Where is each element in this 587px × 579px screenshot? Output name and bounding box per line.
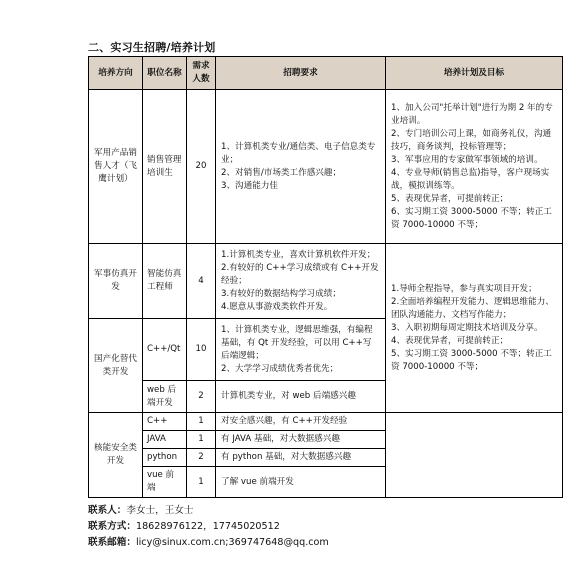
requirement-line: 2、大学学习成绩优秀者优先； [221,363,339,374]
contact-person-label: 联系人： [88,505,127,516]
requirement-line: 了解 vue 前端开发 [221,476,294,487]
position-cell: 销售管理培训生 [143,90,187,244]
requirements-cell [216,413,386,431]
plan-line: 2、专门培训公司上课，如商务礼仪，沟通技巧，商务谈判，投标管理等； [391,128,552,152]
plan-line: 1.导师全程指导，参与真实项目开发； [391,283,537,294]
header-direction: 培养方向 [89,57,143,90]
plan-line: 1、加入公司"托举计划"进行为期 2 年的专业培训。 [391,102,553,126]
direction-cell: 核能安全类开发 [89,413,143,498]
position-cell: C++/Qt [143,319,187,381]
plan-line: 5、表现优异者，可提前转正； [391,193,509,204]
requirement-line: 2、对销售/市场类工作感兴趣； [221,167,342,178]
plan-line: 2.全面培养编程开发能力、逻辑思维能力、团队沟通能力、文档写作能力； [391,296,554,320]
count-cell: 10 [187,319,216,381]
table-header-row [89,57,563,90]
contact-person [88,504,194,517]
count-cell: 20 [187,90,216,244]
requirements-cell [216,467,386,498]
contact-phone-value: 18628976122，17745020512 [135,521,280,532]
plan-cell-empty [386,413,563,498]
header-position: 职位名称 [143,57,187,90]
requirements-cell [216,449,386,467]
requirements-cell [216,319,386,381]
requirement-line: 有 JAVA 基础，对大数据感兴趣 [221,434,340,444]
count-cell: 1 [187,467,216,498]
requirement-line: 1、计算机类专业/通信类、电子信息类专业； [221,141,376,165]
header-requirements: 招聘要求 [216,57,386,90]
plan-line: 4、表现优异者，可提前转正； [391,335,509,346]
requirement-line: 有 python 基础，对大数据感兴趣 [221,452,352,462]
contact-person-value: 李女士，王女士 [126,505,194,516]
requirement-line: 计算机类专业，对 web 后端感兴趣 [221,391,356,401]
contact-phone [88,520,280,533]
position-cell: C++ [143,413,187,431]
contact-phone-label: 联系方式： [88,521,136,532]
contact-email-value[interactable]: licy@sinux.com.cn;369747648@qq.com [135,537,329,548]
recruitment-table [88,56,563,498]
count-cell: 1 [187,413,216,431]
table-row [89,244,563,319]
requirement-line: 3、沟通能力佳 [221,180,279,191]
contact-email [88,536,329,549]
count-cell: 2 [187,449,216,467]
count-cell: 1 [187,431,216,449]
plan-line: 5、实习期工资 3000-5000 不等；转正工资 7000-10000 不等； [391,348,552,372]
position-cell: JAVA [143,431,187,449]
requirements-cell [216,431,386,449]
table-row [89,90,563,244]
section-title: 二、实习生招聘/培养计划 [88,41,216,54]
position-cell: web 后端开发 [143,381,187,413]
plan-line: 3、入职初期每周定期技术培训及分享。 [391,322,543,333]
plan-cell [386,244,563,413]
requirement-line: 4.愿意从事游戏类软件开发。 [221,301,333,312]
count-cell: 4 [187,244,216,319]
requirement-line: 对安全感兴趣，有 C++开发经验 [221,416,348,426]
direction-cell: 军事仿真开发 [89,244,143,319]
plan-line: 4、专业导师(销售总监)指导，客户现场实战，模拟训练等。 [391,167,550,191]
plan-cell [386,90,563,244]
requirement-line: 1、计算机类专业，逻辑思维强，有编程基础，有 Qt 开发经验，可以用 C++写后端逻辑； [221,324,373,361]
requirements-cell [216,381,386,413]
plan-line: 3、军事应用的专家做军事领域的培训。 [391,154,543,165]
table-row [89,413,563,431]
position-cell: vue 前端 [143,467,187,498]
count-cell: 2 [187,381,216,413]
position-cell: python [143,449,187,467]
requirements-cell [216,90,386,244]
contact-email-label: 联系邮箱： [88,537,136,548]
requirement-line: 3.有较好的数据结构学习成绩； [221,288,341,299]
requirement-line: 2.有较好的 C++学习成绩或有 C++开发经验； [221,262,379,286]
position-cell: 智能仿真工程师 [143,244,187,319]
direction-cell: 军用产品销售人才（飞鹰计划） [89,90,143,244]
header-count: 需求人数 [187,57,216,90]
header-plan: 培养计划及目标 [386,57,563,90]
plan-line: 6、实习期工资 3000-5000 不等；转正工资 7000-10000 不等； [391,206,552,230]
direction-cell: 国产化替代类开发 [89,319,143,413]
requirement-line: 1.计算机类专业，喜欢计算机软件开发； [221,249,376,260]
requirements-cell [216,244,386,319]
